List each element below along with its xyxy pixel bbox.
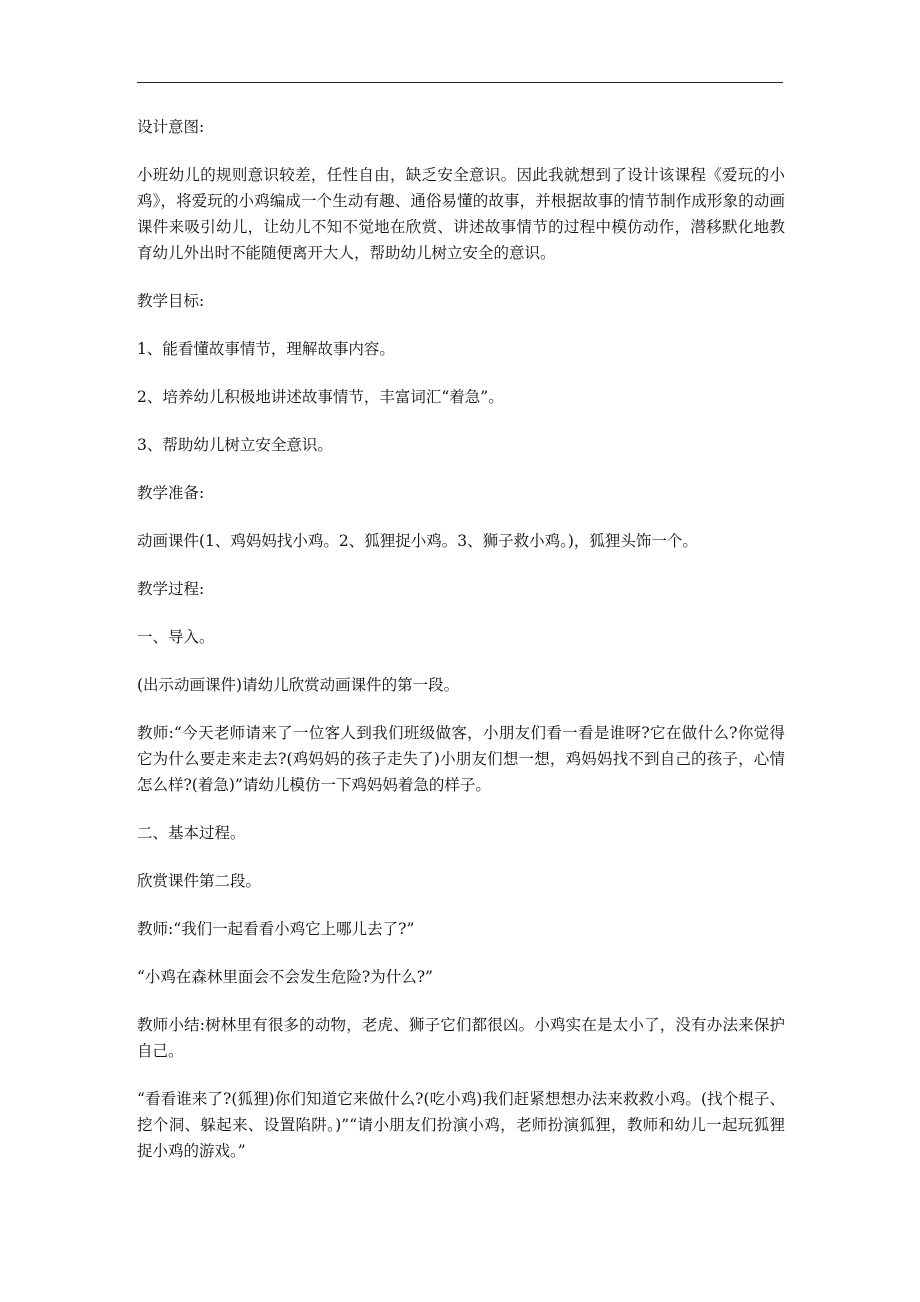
section-basic-process: 二、基本过程。 bbox=[137, 824, 246, 842]
goal-item-2: 2、培养幼儿积极地讲述故事情节，丰富词汇“着急”。 bbox=[137, 388, 504, 406]
document-body bbox=[137, 114, 785, 1186]
paragraph-question-danger: “小鸡在森林里面会不会发生危险?为什么?” bbox=[137, 968, 433, 986]
paragraph-teacher-summary: 教师小结:树林里有很多的动物，老虎、狮子它们都很凶。小鸡实在是太小了，没有办法来保护自己。 bbox=[137, 1016, 785, 1060]
goal-item-1: 1、能看懂故事情节，理解故事内容。 bbox=[137, 340, 395, 358]
heading-teaching-preparation: 教学准备: bbox=[137, 484, 205, 502]
goal-item-3: 3、帮助幼儿树立安全意识。 bbox=[137, 436, 333, 454]
paragraph-preparation: 动画课件(1、鸡妈妈找小鸡。2、狐狸捉小鸡。3、狮子救小鸡。)，狐狸头饰一个。 bbox=[137, 532, 698, 550]
paragraph-second-segment: 欣赏课件第二段。 bbox=[137, 872, 262, 890]
paragraph-teacher-dialogue-1: 教师:“今天老师请来了一位客人到我们班级做客，小朋友们看一看是谁呀?它在做什么?你觉得它为什么要走来走去?(鸡妈妈的孩子走失了)小朋友们想一想，鸡妈妈找不到自己的孩子，心情怎么样?(着急)”请幼儿模仿一下鸡妈妈着急的样子。 bbox=[137, 724, 785, 794]
heading-teaching-process: 教学过程: bbox=[137, 580, 205, 598]
paragraph-design-intent: 小班幼儿的规则意识较差，任性自由，缺乏安全意识。因此我就想到了设计该课程《爱玩的小鸡》，将爱玩的小鸡编成一个生动有趣、通俗易懂的故事，并根据故事的情节制作成形象的动画课件来吸引幼儿，让幼儿不知不觉地在欣赏、讲述故事情节的过程中模仿动作，潜移默化地教育幼儿外出时不能随便离开大人，帮助幼儿树立安全的意识。 bbox=[137, 166, 785, 262]
section-introduction: 一、导入。 bbox=[137, 628, 215, 646]
paragraph-show-animation: (出示动画课件)请幼儿欣赏动画课件的第一段。 bbox=[137, 676, 460, 694]
paragraph-teacher-dialogue-2: 教师:“我们一起看看小鸡它上哪儿去了?” bbox=[137, 920, 415, 938]
paragraph-fox-game: “看看谁来了?(狐狸)你们知道它来做什么?(吃小鸡)我们赶紧想想办法来救救小鸡。(找个棍子、挖个洞、躲起来、设置陷阱。)”“请小朋友们扮演小鸡，老师扮演狐狸，教师和幼儿一起玩狐狸捉小鸡的游戏。” bbox=[137, 1090, 785, 1160]
heading-design-intent: 设计意图: bbox=[137, 118, 205, 136]
header-rule bbox=[137, 82, 783, 83]
heading-teaching-goals: 教学目标: bbox=[137, 292, 205, 310]
